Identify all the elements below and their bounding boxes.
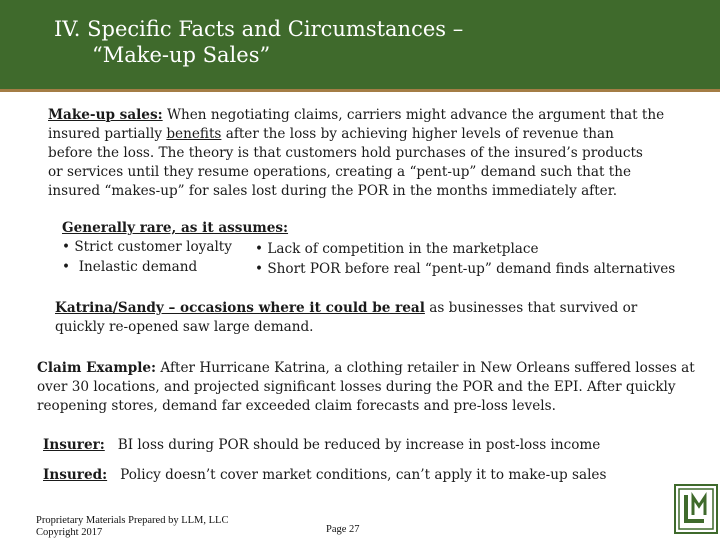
- katrina-label: Katrina/Sandy – occasions where it could be real: [55, 300, 425, 316]
- llm-logo-icon: [674, 484, 718, 534]
- bullet-item: • Lack of competition in the marketplace: [255, 241, 539, 257]
- example-line-1: Claim Example: After Hurricane Katrina, a clothing retailer in New Orleans suffered losses at: [37, 360, 695, 376]
- intro-line-3: before the loss. The theory is that customers hold purchases of the insured’s products: [48, 145, 643, 161]
- intro-line-1: Make-up sales: When negotiating claims, carriers might advance the argument that the: [48, 107, 665, 123]
- example-line-3: reopening stores, demand far exceeded claim forecasts and pre-loss levels.: [37, 398, 556, 414]
- katrina-line-2: quickly re-opened saw large demand.: [55, 319, 314, 335]
- insurer-line: Insurer: BI loss during POR should be reduced by increase in post-loss income: [43, 437, 601, 453]
- bullet-icon: •: [62, 259, 71, 275]
- generally-rare-heading: Generally rare, as it assumes:: [62, 220, 289, 236]
- bullet-icon: •: [255, 241, 264, 257]
- footer-copyright: Copyright 2017: [36, 527, 103, 538]
- bullet-icon: •: [255, 261, 264, 277]
- intro-line-4: or services until they resume operations, creating a “pent-up” demand such that the: [48, 164, 632, 180]
- insurer-label: Insurer:: [43, 437, 105, 453]
- slide-title: [54, 16, 463, 68]
- bullet-item: • Short POR before real “pent-up” demand finds alternatives: [255, 261, 676, 277]
- footer-proprietary: Proprietary Materials Prepared by LLM, LLC: [36, 515, 229, 526]
- example-line-2: over 30 locations, and projected significant losses during the POR and the EPI. After quickly: [37, 379, 676, 395]
- bullet-item: • Inelastic demand: [62, 259, 198, 275]
- page-number: Page 27: [326, 524, 360, 535]
- insured-line: Insured: Policy doesn’t cover market conditions, can’t apply it to make-up sales: [43, 467, 607, 483]
- slide-header: [0, 0, 720, 92]
- intro-line-5: insured “makes-up” for sales lost during the POR in the months immediately after.: [48, 183, 618, 199]
- title-line-2: “Make-up Sales”: [92, 43, 271, 67]
- bullet-item: • Strict customer loyalty: [62, 239, 232, 255]
- bullet-icon: •: [62, 239, 71, 255]
- intro-line-2: insured partially benefits after the loss by achieving higher levels of revenue than: [48, 126, 614, 142]
- make-up-sales-label: Make-up sales:: [48, 107, 163, 123]
- insured-label: Insured:: [43, 467, 108, 483]
- claim-example-label: Claim Example:: [37, 360, 157, 376]
- title-line-1: IV. Specific Facts and Circumstances –: [54, 17, 464, 41]
- benefits-word: benefits: [166, 126, 222, 142]
- katrina-line-1: Katrina/Sandy – occasions where it could be real as businesses that survived or: [55, 300, 638, 316]
